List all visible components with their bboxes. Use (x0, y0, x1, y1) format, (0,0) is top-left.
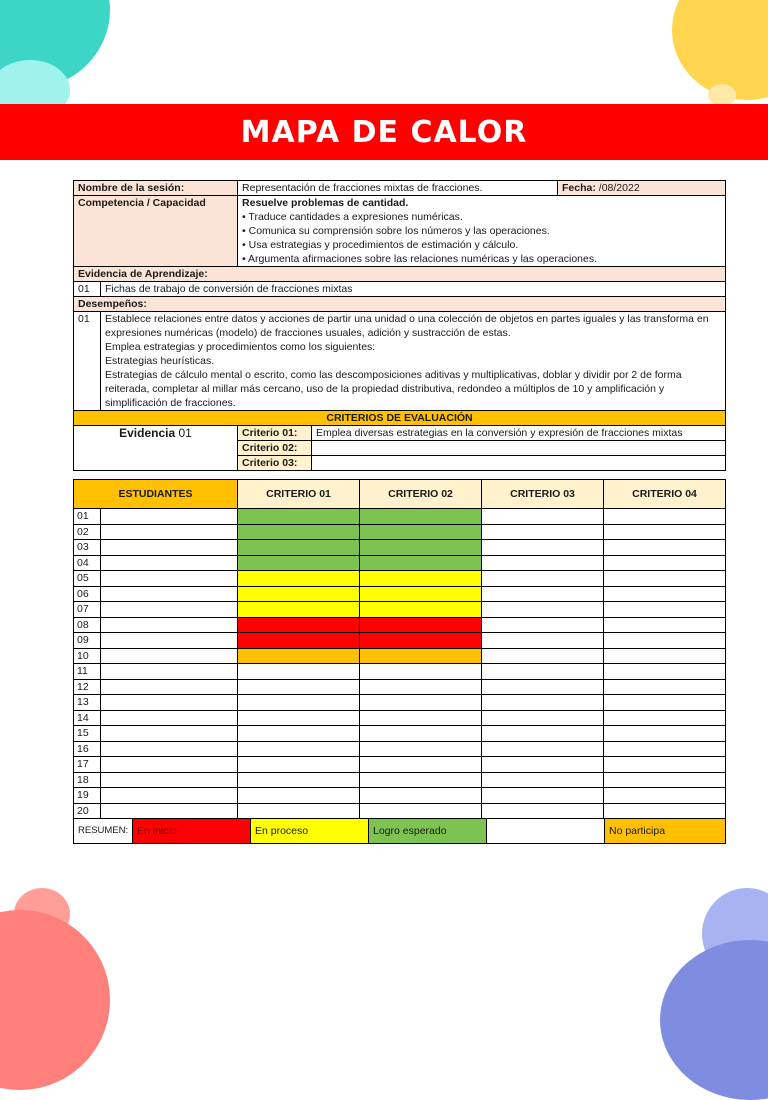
legend-en-proceso: En proceso (251, 819, 369, 844)
heat-cell-criterio-04 (604, 772, 726, 788)
capacity-item: • Traduce cantidades a expresiones numéricas. (242, 210, 721, 224)
student-number: 13 (74, 695, 101, 711)
heat-cell-criterio-04 (604, 788, 726, 804)
heat-cell-criterio-04 (604, 803, 726, 819)
student-row (74, 695, 726, 711)
session-name-value: Representación de fracciones mixtas de fracciones. (238, 181, 558, 196)
heat-cell-criterio-02 (360, 803, 482, 819)
student-name-cell (101, 679, 238, 695)
student-row (74, 555, 726, 571)
heatmap-grid (73, 479, 726, 819)
header-criterio-02: CRITERIO 02 (360, 480, 482, 509)
heat-cell-criterio-01 (238, 586, 360, 602)
heat-cell-criterio-03 (482, 524, 604, 540)
heat-cell-criterio-04 (604, 633, 726, 649)
heat-cell-criterio-01 (238, 509, 360, 525)
heat-cell-criterio-01 (238, 617, 360, 633)
student-name-cell (101, 741, 238, 757)
heat-cell-criterio-03 (482, 788, 604, 804)
heat-cell-criterio-03 (482, 710, 604, 726)
heat-cell-criterio-02 (360, 633, 482, 649)
student-number: 08 (74, 617, 101, 633)
page-title: MAPA DE CALOR (240, 114, 528, 150)
heat-cell-criterio-03 (482, 617, 604, 633)
grid-header-row (74, 480, 726, 509)
student-number: 17 (74, 757, 101, 773)
heat-cell-criterio-02 (360, 772, 482, 788)
student-number: 16 (74, 741, 101, 757)
heat-cell-criterio-01 (238, 679, 360, 695)
student-row (74, 710, 726, 726)
heat-cell-criterio-04 (604, 571, 726, 587)
heat-cell-criterio-04 (604, 602, 726, 618)
heat-cell-criterio-03 (482, 803, 604, 819)
student-number: 20 (74, 803, 101, 819)
heat-cell-criterio-04 (604, 555, 726, 571)
heat-cell-criterio-02 (360, 524, 482, 540)
heatmap-sheet (73, 180, 725, 844)
evidence-label: Evidencia de Aprendizaje: (74, 267, 726, 282)
student-number: 11 (74, 664, 101, 680)
criteria-evidence (74, 426, 238, 471)
heat-cell-criterio-03 (482, 679, 604, 695)
heat-cell-criterio-02 (360, 586, 482, 602)
date-label: Fecha: (562, 182, 596, 194)
heat-cell-criterio-04 (604, 695, 726, 711)
student-name-cell (101, 726, 238, 742)
heat-cell-criterio-01 (238, 772, 360, 788)
heat-cell-criterio-03 (482, 633, 604, 649)
heat-cell-criterio-04 (604, 617, 726, 633)
heat-cell-criterio-02 (360, 695, 482, 711)
heat-cell-criterio-02 (360, 710, 482, 726)
grid-body (74, 509, 726, 819)
heat-cell-criterio-03 (482, 726, 604, 742)
student-name-cell (101, 664, 238, 680)
heat-cell-criterio-02 (360, 757, 482, 773)
student-row (74, 741, 726, 757)
heat-cell-criterio-02 (360, 617, 482, 633)
student-number: 02 (74, 524, 101, 540)
criteria-header: CRITERIOS DE EVALUACIÓN (74, 411, 726, 426)
heat-cell-criterio-03 (482, 757, 604, 773)
criterion-02-text (312, 441, 726, 456)
performance-number: 01 (74, 312, 101, 411)
heat-cell-criterio-02 (360, 664, 482, 680)
heat-cell-criterio-01 (238, 803, 360, 819)
student-number: 18 (74, 772, 101, 788)
header-students: ESTUDIANTES (74, 480, 238, 509)
student-number: 06 (74, 586, 101, 602)
heat-cell-criterio-02 (360, 602, 482, 618)
heat-cell-criterio-01 (238, 695, 360, 711)
student-row (74, 602, 726, 618)
heat-cell-criterio-01 (238, 710, 360, 726)
legend-logro-esperado: Logro esperado (369, 819, 487, 844)
evidence-text: Fichas de trabajo de conversión de fracciones mixtas (101, 282, 726, 297)
student-name-cell (101, 555, 238, 571)
performance-line: Estrategias de cálculo mental o escrito, como las descomposiciones aditivas y multiplicativas, doblar y dividir por 2 de forma reiterada, completar al millar más cercano, uso de la propiedad distributiva, redondeo a múltiplos de 10 y amplificación y simplificación de fracciones. (105, 369, 682, 409)
student-name-cell (101, 695, 238, 711)
student-row (74, 788, 726, 804)
header-criterio-04: CRITERIO 04 (604, 480, 726, 509)
performance-label: Desempeños: (74, 297, 726, 312)
heat-cell-criterio-04 (604, 726, 726, 742)
heat-cell-criterio-04 (604, 664, 726, 680)
heat-cell-criterio-01 (238, 648, 360, 664)
student-number: 14 (74, 710, 101, 726)
criteria-table (73, 425, 726, 471)
student-number: 05 (74, 571, 101, 587)
heat-cell-criterio-03 (482, 586, 604, 602)
heat-cell-criterio-02 (360, 571, 482, 587)
student-number: 10 (74, 648, 101, 664)
heat-cell-criterio-01 (238, 540, 360, 556)
student-number: 04 (74, 555, 101, 571)
student-name-cell (101, 648, 238, 664)
student-number: 09 (74, 633, 101, 649)
title-banner (0, 104, 768, 160)
heat-cell-criterio-01 (238, 741, 360, 757)
student-name-cell (101, 602, 238, 618)
heat-cell-criterio-04 (604, 509, 726, 525)
heat-cell-criterio-02 (360, 540, 482, 556)
session-table (73, 180, 726, 426)
student-row (74, 772, 726, 788)
heat-cell-criterio-04 (604, 540, 726, 556)
competency-label: Competencia / Capacidad (74, 196, 238, 267)
student-name-cell (101, 571, 238, 587)
header-criterio-01: CRITERIO 01 (238, 480, 360, 509)
student-row (74, 679, 726, 695)
heat-cell-criterio-01 (238, 664, 360, 680)
student-number: 03 (74, 540, 101, 556)
legend-label: RESUMEN: (74, 819, 133, 844)
student-name-cell (101, 586, 238, 602)
criteria-evidence-label: Evidencia (119, 426, 176, 440)
student-number: 19 (74, 788, 101, 804)
heat-cell-criterio-02 (360, 726, 482, 742)
student-row (74, 726, 726, 742)
capacity-item: • Usa estrategias y procedimientos de estimación y cálculo. (242, 238, 721, 252)
criterion-03-text (312, 456, 726, 471)
student-name-cell (101, 540, 238, 556)
student-row (74, 540, 726, 556)
heat-cell-criterio-04 (604, 757, 726, 773)
student-name-cell (101, 524, 238, 540)
student-number: 01 (74, 509, 101, 525)
performance-line: Establece relaciones entre datos y acciones de partir una unidad o una colección de objetos en partes iguales y las transforma en expresiones numéricas (modelo) de fracciones usuales, adición y sustracción de estas. (105, 313, 709, 339)
competency-title: Resuelve problemas de cantidad. (242, 197, 409, 209)
heat-cell-criterio-04 (604, 524, 726, 540)
heat-cell-criterio-03 (482, 741, 604, 757)
heat-cell-criterio-01 (238, 757, 360, 773)
heat-cell-criterio-03 (482, 602, 604, 618)
student-row (74, 757, 726, 773)
heat-cell-criterio-02 (360, 788, 482, 804)
heat-cell-criterio-04 (604, 710, 726, 726)
session-name-label: Nombre de la sesión: (74, 181, 238, 196)
heat-cell-criterio-03 (482, 648, 604, 664)
student-name-cell (101, 788, 238, 804)
heat-cell-criterio-01 (238, 726, 360, 742)
heat-cell-criterio-03 (482, 509, 604, 525)
header-criterio-03: CRITERIO 03 (482, 480, 604, 509)
decor-blob-cream (708, 84, 736, 106)
student-number: 12 (74, 679, 101, 695)
heat-cell-criterio-02 (360, 555, 482, 571)
heat-cell-criterio-01 (238, 602, 360, 618)
evidence-number: 01 (74, 282, 101, 297)
legend-table (73, 818, 726, 844)
student-number: 07 (74, 602, 101, 618)
heat-cell-criterio-03 (482, 695, 604, 711)
decor-blob-periwinkle (660, 940, 768, 1100)
heat-cell-criterio-02 (360, 509, 482, 525)
student-name-cell (101, 772, 238, 788)
session-date (558, 181, 726, 196)
heat-cell-criterio-03 (482, 555, 604, 571)
student-row (74, 509, 726, 525)
performance-line: Estrategias heurísticas. (105, 355, 215, 367)
heat-cell-criterio-02 (360, 648, 482, 664)
heat-cell-criterio-04 (604, 679, 726, 695)
student-name-cell (101, 803, 238, 819)
heat-cell-criterio-04 (604, 648, 726, 664)
criterion-02-label: Criterio 02: (238, 441, 312, 456)
student-name-cell (101, 617, 238, 633)
student-row (74, 633, 726, 649)
competency-content (238, 196, 726, 267)
capacity-item: • Argumenta afirmaciones sobre las relaciones numéricas y las operaciones. (242, 252, 721, 266)
student-row (74, 586, 726, 602)
legend-no-participa: No participa (605, 819, 726, 844)
student-row (74, 803, 726, 819)
student-name-cell (101, 509, 238, 525)
heat-cell-criterio-04 (604, 741, 726, 757)
capacity-item: • Comunica su comprensión sobre los números y las operaciones. (242, 224, 721, 238)
student-name-cell (101, 757, 238, 773)
heat-cell-criterio-02 (360, 679, 482, 695)
legend-en-inicio: En inicio (133, 819, 251, 844)
student-name-cell (101, 710, 238, 726)
heat-cell-criterio-02 (360, 741, 482, 757)
student-row (74, 524, 726, 540)
decor-blob-coral (0, 910, 110, 1090)
heat-cell-criterio-01 (238, 633, 360, 649)
heat-cell-criterio-01 (238, 524, 360, 540)
student-number: 15 (74, 726, 101, 742)
criterion-03-label: Criterio 03: (238, 456, 312, 471)
performance-text (101, 312, 726, 411)
performance-line: Emplea estrategias y procedimientos como los siguientes: (105, 341, 376, 353)
criterion-01-text: Emplea diversas estrategias en la conversión y expresión de fracciones mixtas (312, 426, 726, 441)
student-name-cell (101, 633, 238, 649)
student-row (74, 664, 726, 680)
student-row (74, 648, 726, 664)
heat-cell-criterio-03 (482, 772, 604, 788)
heat-cell-criterio-03 (482, 664, 604, 680)
date-value: /08/2022 (598, 182, 640, 194)
heat-cell-criterio-03 (482, 540, 604, 556)
criterion-01-label: Criterio 01: (238, 426, 312, 441)
legend-blank (487, 819, 605, 844)
heat-cell-criterio-04 (604, 586, 726, 602)
student-row (74, 571, 726, 587)
criteria-evidence-number: 01 (178, 426, 192, 440)
heat-cell-criterio-01 (238, 555, 360, 571)
heat-cell-criterio-03 (482, 571, 604, 587)
heat-cell-criterio-01 (238, 571, 360, 587)
heat-cell-criterio-01 (238, 788, 360, 804)
student-row (74, 617, 726, 633)
capacity-list (242, 210, 721, 266)
